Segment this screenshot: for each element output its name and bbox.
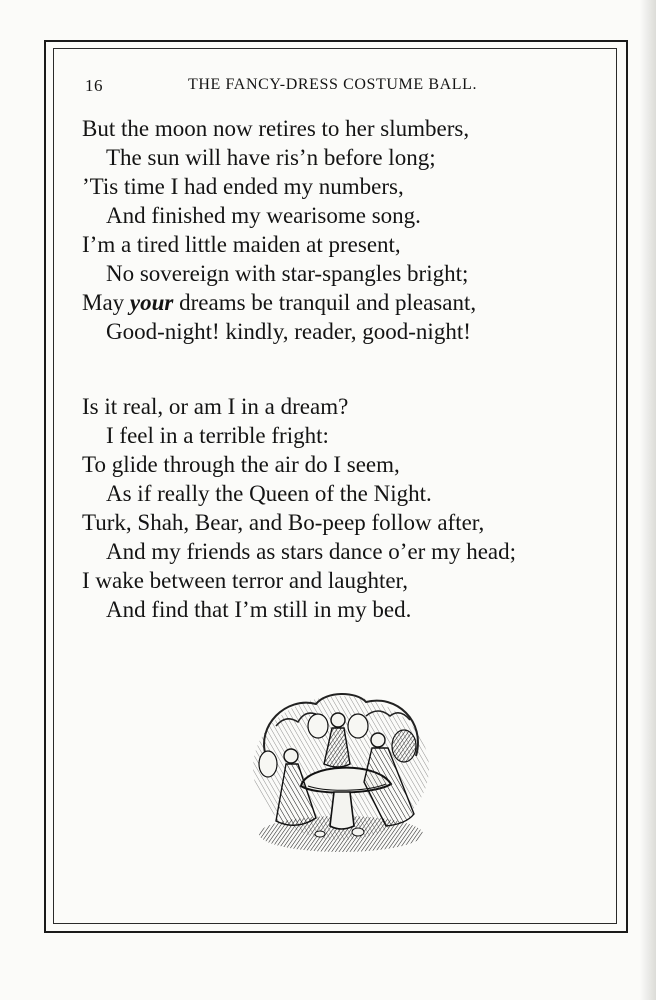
verse-line: And find that I’m still in my bed.: [106, 597, 412, 622]
verse-line: As if really the Queen of the Night.: [106, 481, 432, 506]
verse-line: No sovereign with star-spangles bright;: [106, 261, 469, 286]
verse-line: The sun will have ris’n before long;: [106, 145, 436, 170]
page-edge: [640, 0, 656, 1000]
verse-line: ’Tis time I had ended my numbers,: [82, 174, 404, 199]
page-number: 16: [85, 76, 103, 95]
verse-line: And my friends as stars dance o’er my head;: [106, 539, 517, 564]
verse-line: Good-night! kindly, reader, good-night!: [106, 319, 471, 344]
running-head: THE FANCY-DRESS COSTUME BALL.: [188, 76, 478, 93]
verse-line: Is it real, or am I in a dream?: [82, 394, 349, 419]
verse-line: I wake between terror and laughter,: [82, 568, 409, 593]
stanza-2: [82, 392, 622, 624]
verse-line: [82, 288, 622, 317]
emphasized-word: your: [129, 290, 174, 315]
verse-line: And finished my wearisome song.: [106, 203, 421, 228]
fairies-around-mushroom-engraving-icon: [246, 686, 436, 856]
verse-text: dreams be tranquil and pleasant,: [173, 290, 477, 315]
stanza-1: [82, 114, 622, 346]
verse-line: I’m a tired little maiden at present,: [82, 232, 401, 257]
verse-line: I feel in a terrible fright:: [106, 423, 329, 448]
verse-line: Turk, Shah, Bear, and Bo-peep follow after,: [82, 510, 485, 535]
verse-text: May: [82, 290, 130, 315]
verse-line: But the moon now retires to her slumbers,: [82, 116, 470, 141]
verse-line: To glide through the air do I seem,: [82, 452, 400, 477]
